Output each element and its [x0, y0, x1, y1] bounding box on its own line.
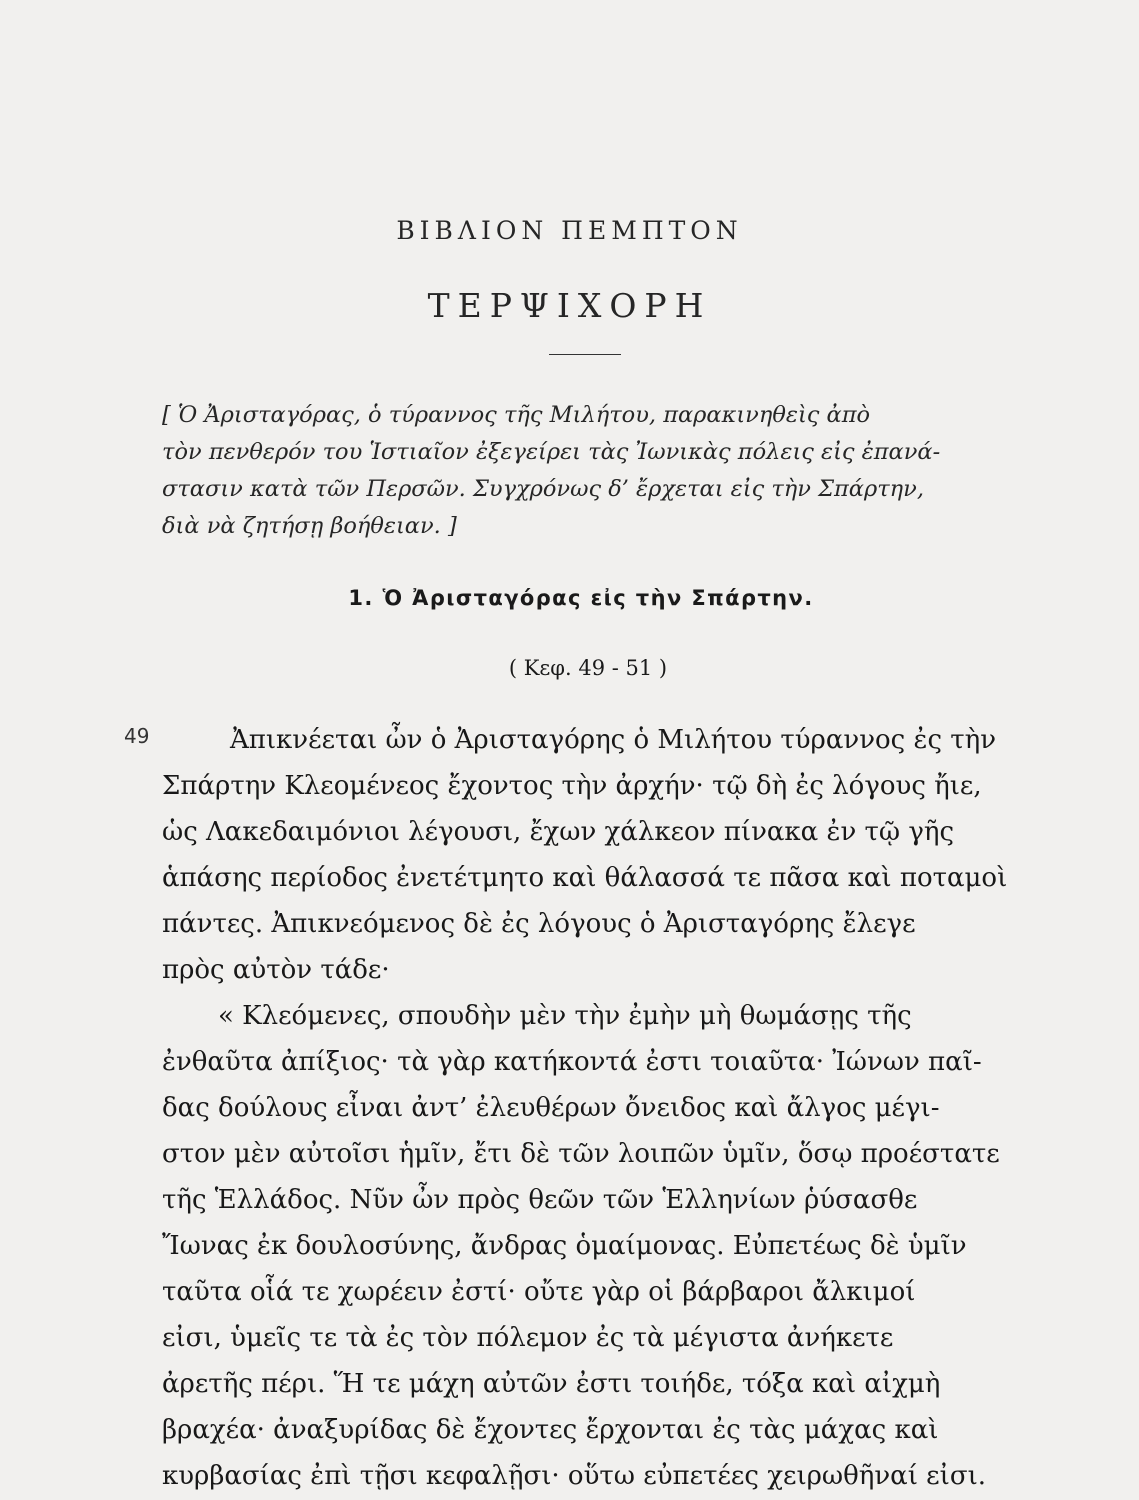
text-line: εἰσι, ὑμεῖς τε τὰ ἐς τὸν πόλεμον ἐς τὰ μέγιστα ἀνήκετε: [162, 1323, 894, 1353]
text-line: ἐνθαῦτα ἀπίξιος· τὰ γὰρ κατήκοντά ἐστι τοιαῦτα· Ἰώνων παῖ-: [162, 1047, 982, 1077]
text-line: ἁπάσης περίοδος ἐνετέτμητο καὶ θάλασσά τε πᾶσα καὶ ποταμοὶ: [162, 863, 1008, 893]
text-line: δας δούλους εἶναι ἀντ’ ἐλευθέρων ὄνειδος καὶ ἄλγος μέγι-: [162, 1093, 940, 1123]
text-line: Σπάρτην Κλεομένεος ἔχοντος τὴν ἀρχήν· τῷ δὴ ἐς λόγους ἤιε,: [162, 771, 982, 801]
text-line: τῆς Ἑλλάδος. Νῦν ὦν πρὸς θεῶν τῶν Ἑλληνίων ῥύσασθε: [162, 1185, 918, 1215]
text-line: πρὸς αὐτὸν τάδε·: [162, 955, 390, 985]
text-line: κυρβασίας ἐπὶ τῇσι κεφαλῇσι· οὕτω εὐπετέες χειρωθῆναί εἰσι.: [162, 1461, 987, 1491]
book-title: ΒΙΒΛΙΟΝ ΠΕΜΠΤΟΝ: [396, 216, 743, 245]
chapter-summary: [162, 397, 1004, 545]
text-line: πάντες. Ἀπικνεόμενος δὲ ἐς λόγους ὁ Ἀρισταγόρης ἔλεγε: [162, 909, 916, 939]
text-line: Ἀπικνέεται ὦν ὁ Ἀρισταγόρης ὁ Μιλήτου τύραννος ἐς τὴν: [230, 725, 997, 755]
greek-text-body: [162, 717, 1008, 1499]
text-line: ἀρετῆς πέρι. Ἥ τε μάχη αὐτῶν ἐστι τοιήδε, τόξα καὶ αἰχμὴ: [162, 1369, 941, 1399]
text-line: ὡς Λακεδαιμόνιοι λέγουσι, ἔχων χάλκεον πίνακα ἐν τῷ γῆς: [162, 817, 955, 847]
text-line: « Κλεόμενες, σπουδὴν μὲν τὴν ἐμὴν μὴ θωμάσῃς τῆς: [218, 1001, 912, 1031]
text-line: Ἴωνας ἐκ δουλοσύνης, ἄνδρας ὁμαίμονας. Εὐπετέως δὲ ὑμῖν: [162, 1231, 967, 1261]
summary-line: [ Ὁ Ἀρισταγόρας, ὁ τύραννος τῆς Μιλήτου, παρακινηθεὶς ἀπὸ: [162, 402, 871, 428]
summary-line: διὰ νὰ ζητήσῃ βοήθειαν. ]: [162, 513, 457, 539]
chapter-title: ΤΕΡΨΙΧΟΡΗ: [427, 286, 712, 325]
title-divider: [549, 354, 621, 355]
chapter-reference: ( Κεφ. 49 - 51 ): [508, 656, 668, 680]
text-line: στον μὲν αὐτοῖσι ἡμῖν, ἔτι δὲ τῶν λοιπῶν ὑμῖν, ὅσῳ προέστατε: [162, 1139, 1000, 1169]
section-heading: 1. Ὁ Ἀρισταγόρας εἰς τὴν Σπάρτην.: [348, 586, 814, 610]
text-line: ταῦτα οἷά τε χωρέειν ἐστί· οὔτε γὰρ οἱ βάρβαροι ἄλκιμοί: [162, 1277, 916, 1307]
summary-line: τὸν πενθερόν του Ἱστιαῖον ἐξεγείρει τὰς Ἰωνικὰς πόλεις εἰς ἐπανά-: [162, 439, 941, 465]
summary-line: στασιν κατὰ τῶν Περσῶν. Συγχρόνως δ’ ἔρχεται εἰς τὴν Σπάρτην,: [162, 476, 924, 502]
text-line: βραχέα· ἀναξυρίδας δὲ ἔχοντες ἔρχονται ἐς τὰς μάχας καὶ: [162, 1415, 939, 1445]
margin-chapter-number: 49: [124, 724, 150, 748]
